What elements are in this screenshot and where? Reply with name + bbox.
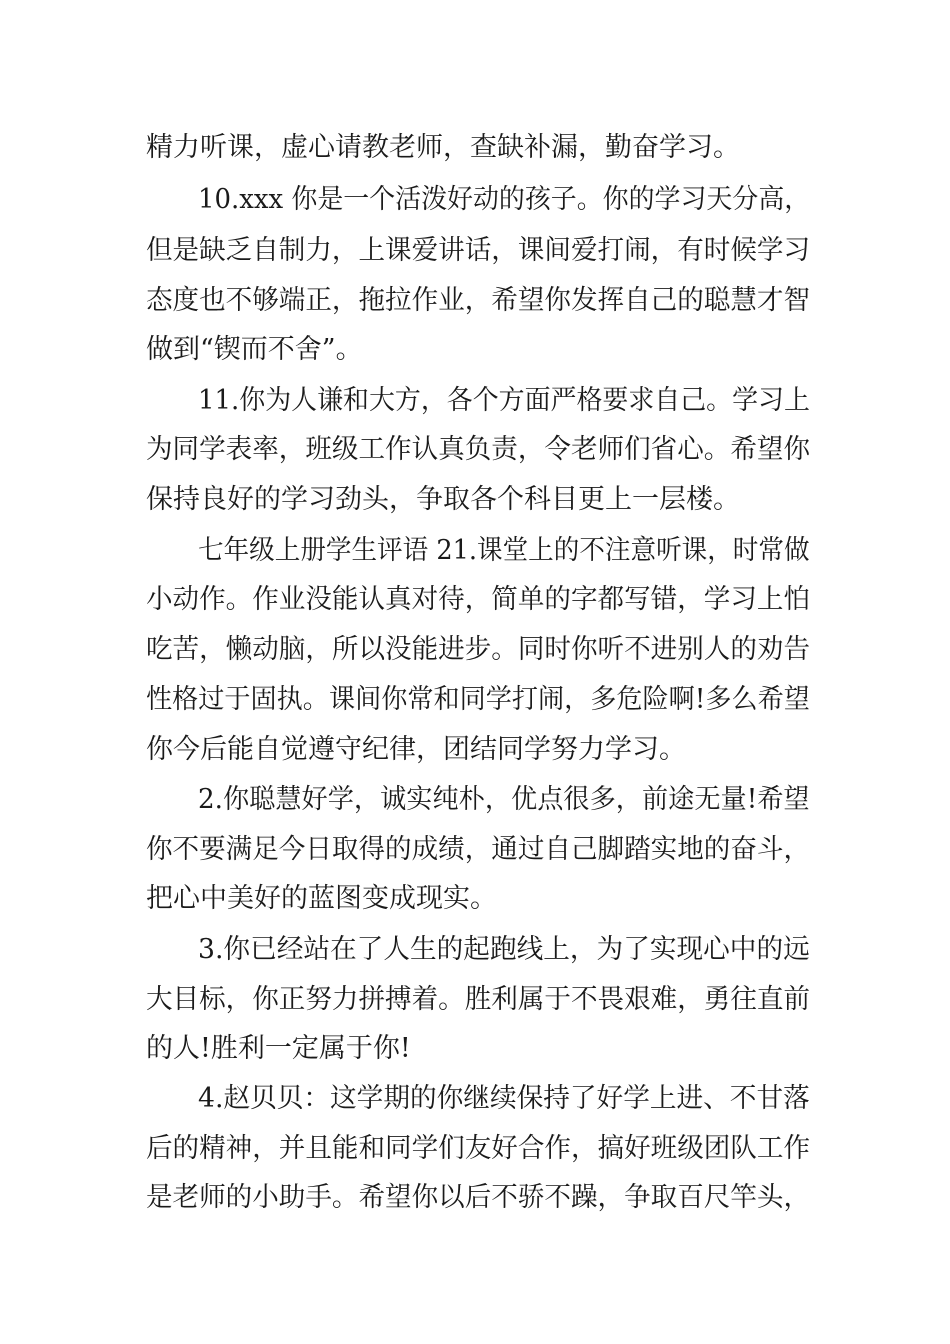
line-text: 小动作。作业没能认真对待，简单的字都写错，学习上怕 <box>146 584 810 615</box>
line-text: 2.你聪慧好学，诚实纯朴，优点很多，前途无量!希望 <box>198 784 810 815</box>
line-text: 性格过于固执。课间你常和同学打闹，多危险啊!多么希望 <box>146 684 810 715</box>
line-text: 但是缺乏自制力，上课爱讲话，课间爱打闹，有时候学习 <box>146 235 810 266</box>
line-text: 保持良好的学习劲头，争取各个科目更上一层楼。 <box>146 484 740 515</box>
line-text: 是老师的小助手。希望你以后不骄不躁，争取百尺竿头， <box>146 1182 810 1213</box>
text-line <box>0 379 950 423</box>
line-text: 大目标，你正努力拼搏着。胜利属于不畏艰难，勇往直前 <box>146 984 810 1015</box>
line-text: 你今后能自觉遵守纪律，团结同学努力学习。 <box>146 734 686 765</box>
text-line <box>0 126 950 170</box>
text-line <box>0 828 950 872</box>
text-line <box>0 778 950 822</box>
text-line <box>0 1077 950 1121</box>
text-line <box>0 628 950 672</box>
text-line <box>0 877 950 921</box>
text-line <box>0 978 950 1022</box>
line-text: 4.赵贝贝：这学期的你继续保持了好学上进、不甘落 <box>198 1083 810 1114</box>
line-text: 七年级上册学生评语 21.课堂上的不注意听课，时常做 <box>198 535 810 566</box>
text-line <box>0 728 950 772</box>
line-text: 精力听课，虚心请教老师，查缺补漏，勤奋学习。 <box>146 132 740 163</box>
line-text: 后的精神，并且能和同学们友好合作，搞好班级团队工作 <box>146 1133 810 1164</box>
text-line <box>0 1176 950 1220</box>
text-line <box>0 1127 950 1171</box>
text-line <box>0 428 950 472</box>
text-line <box>0 229 950 273</box>
text-line <box>0 1027 950 1071</box>
line-text: 10.xxx 你是一个活泼好动的孩子。你的学习天分高， <box>198 184 811 215</box>
line-text: 做到“锲而不舍”。 <box>146 334 363 365</box>
text-line <box>0 328 950 372</box>
line-text: 为同学表率，班级工作认真负责，令老师们省心。希望你 <box>146 434 810 465</box>
line-text: 3.你已经站在了人生的起跑线上，为了实现心中的远 <box>198 934 810 965</box>
line-text: 你不要满足今日取得的成绩，通过自己脚踏实地的奋斗， <box>146 834 810 865</box>
text-line <box>0 279 950 323</box>
text-line <box>0 578 950 622</box>
line-text: 的人!胜利一定属于你! <box>146 1033 411 1064</box>
line-text: 11.你为人谦和大方，各个方面严格要求自己。学习上 <box>198 385 810 416</box>
line-text: 把心中美好的蓝图变成现实。 <box>146 883 497 914</box>
text-line <box>0 178 950 222</box>
text-line <box>0 478 950 522</box>
text-line <box>0 928 950 972</box>
text-line <box>0 678 950 722</box>
line-text: 态度也不够端正，拖拉作业，希望你发挥自己的聪慧才智 <box>146 285 810 316</box>
text-line <box>0 529 950 573</box>
line-text: 吃苦，懒动脑，所以没能进步。同时你听不进别人的劝告 <box>146 634 810 665</box>
